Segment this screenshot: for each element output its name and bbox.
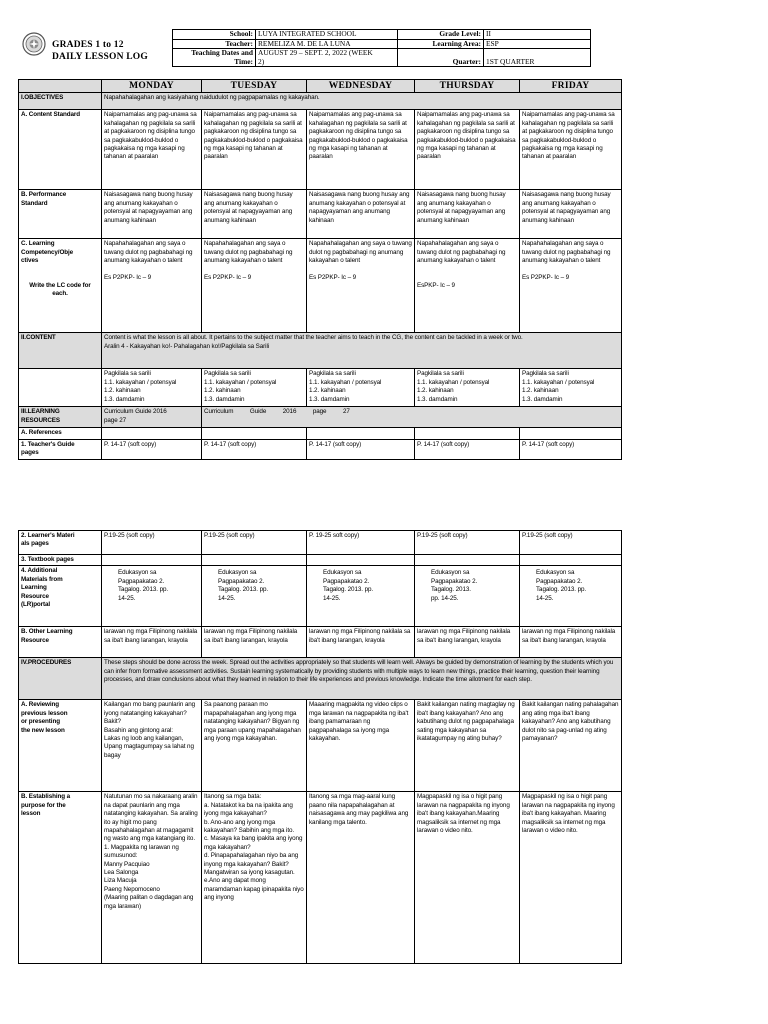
procedures-label: IV.PROCEDURES [19, 658, 102, 700]
quarter-label: Quarter: [398, 49, 484, 67]
dates-value: AUGUST 29 – SEPT. 2, 2022 (WEEK 2) [256, 49, 398, 67]
other-resources-cell: larawan ng mga Filipinong nakilala sa iba't ibang larangan, krayola [202, 627, 307, 658]
grade-label: Grade Level: [398, 30, 484, 40]
purpose-cell: Natutunan mo sa nakaraang aralin na dapat paunlarin ang mga natatanging kakayahan. Sa araling ito ay higit mo pang mapahahalagahan at magagamit ng wasto ang mga katangiang ito. 1. Magpakita ng larawan ng sumusunod: Manny Pacquiao Lea Salonga Liza Macuja Paeng Nepomoceno (Maaring palitan o dagdagan ang mga larawan) [102, 792, 202, 964]
competency-cell: Napahahalagahan ang saya o tuwang dulot ng pagbabahagi ng anumang kakayahan o talent Es P2PKP- Ic – 9 [520, 239, 622, 333]
additional-materials-cell: Edukasyon sa Pagpapakatao 2. Tagalog. 2013. pp. 14-25. [415, 566, 520, 627]
reviewing-cell: Kailangan mo bang paunlarin ang iyong natatanging kakayahan? Bakit? Basahin ang gintong aral: Lakas ng loob ang kailangan, Upang magtagumpay sa lahat ng bagay [102, 700, 202, 792]
deped-seal-logo [22, 32, 46, 56]
performance-standard-cell: Naisasagawa nang buong husay ang anumang kakayahan o potensyal at napagyayaman ang anumang kahinaan [415, 190, 520, 239]
purpose-cell: Magpapaskil ng isa o higit pang larawan na nagpapakita ng inyong iba't ibang kakayahan.Maaring magsaliksik sa internet ng mga larawan o video nito. [415, 792, 520, 964]
lesson-log-table-part2 [18, 530, 622, 964]
day-header-blank [19, 80, 102, 93]
other-resources-label: B. Other Learning Resource [19, 627, 102, 658]
competency-cell: Napahahalagahan ang saya o tuwang dulot ng pagbabahagi ng anumang kakayahan o talent Es P2PKP- Ic – 9 [102, 239, 202, 333]
references-cell [102, 428, 202, 439]
textbook-pages-cell [415, 555, 520, 566]
reviewing-cell: Bakit kailangan nating pahalagahan ang ating mga iba't ibang kakayahan? Ano ang kabutihang dulot nito sa pag-unlad ng ating pamayanan? [520, 700, 622, 792]
performance-standard-cell: Naisasagawa nang buong husay ang anumang kakayahan o potensyal at napagyayaman ang anumang kahinaan [102, 190, 202, 239]
textbook-pages-label: 3. Textbook pages [19, 555, 102, 566]
purpose-cell: Itanong sa mga mag-aaral kung paano nila napapahalagahan at naisasagawa ang may pagkiliwa ang kanilang mga talento. [307, 792, 415, 964]
additional-materials-cell: Edukasyon sa Pagpapakatao 2. Tagalog. 2013. pp. 14-25. [102, 566, 202, 627]
content-label: II.CONTENT [19, 333, 102, 369]
other-resources-cell: larawan ng mga Filipinong nakilala sa iba't ibang larangan, krayola [307, 627, 415, 658]
content-topics-cell: Pagkilala sa sarili 1.1. kakayahan / potensyal 1.2. kahinaan 1.3. damdamin [415, 369, 520, 407]
dates-label: Teaching Dates and Time: [173, 49, 256, 67]
references-cell [520, 428, 622, 439]
references-cell [307, 428, 415, 439]
school-value: LUYA INTEGRATED SCHOOL [256, 30, 398, 40]
content-standard-cell: Naipamamalas ang pag-unawa sa kahalagahan ng pagkilala sa sarili at pagkakaroon ng disiplina tungo sa pagkakabuklod-buklod o pagkakaisa ng mga kasapi ng tahanan at paaralan [202, 110, 307, 190]
title-line-1: GRADES 1 to 12 [52, 40, 124, 50]
content-topics-cell: Pagkilala sa sarili 1.1. kakayahan / potensyal 1.2. kahinaan 1.3. damdamin [102, 369, 202, 407]
day-header-friday: FRIDAY [520, 80, 622, 93]
lm-pages-label: 2. Learner's Materi als pages [19, 531, 102, 555]
lm-pages-cell: P. 19-25 soft copy) [307, 531, 415, 555]
lesson-log-table-part1 [18, 79, 622, 460]
reviewing-label: A. Reviewing previous lesson or presenting the new lesson [19, 700, 102, 792]
area-value: ESP [484, 39, 591, 49]
tg-pages-cell: P. 14-17 (soft copy) [202, 439, 307, 459]
textbook-pages-cell [520, 555, 622, 566]
lm-pages-cell: P.19-25 (soft copy) [415, 531, 520, 555]
reviewing-cell: Maaaring magpakita ng video clips o mga larawan na nagpapakita ng iba't ibang pamamaraan ng pagpapahalaga sa iyong mga kakayahan. [307, 700, 415, 792]
competency-cell: Napahahalagahan ang saya o tuwang dulot ng pagbabahagi ng anumang kakayahan o talent Es P2PKP- Ic – 9 [307, 239, 415, 333]
other-resources-cell: larawan ng mga Filipinong nakilala sa iba't ibang larangan, krayola [102, 627, 202, 658]
log-title [52, 39, 148, 63]
references-label: A. References [19, 428, 102, 439]
performance-standard-cell: Naisasagawa nang buong husay ang anumang kakayahan o potensyal at napagyayaman ang anumang kahinaan [307, 190, 415, 239]
content-topics-cell: Pagkilala sa sarili 1.1. kakayahan / potensyal 1.2. kahinaan 1.3. damdamin [202, 369, 307, 407]
purpose-label: B. Establishing a purpose for the lesson [19, 792, 102, 964]
competency-cell: Napahahalagahan ang saya o tuwang dulot ng pagbabahagi ng anumang kakayahan o talent Es P2PKP- Ic – 9 [202, 239, 307, 333]
learning-resources-label: III.LEARNING RESOURCES [19, 407, 102, 428]
title-line-2: DAILY LESSON LOG [52, 52, 148, 62]
school-label: School: [173, 30, 256, 40]
lm-pages-cell: P.19-25 (soft copy) [520, 531, 622, 555]
content-standard-cell: Naipamamalas ang pag-unawa sa kahalagahan ng pagkilala sa sarili at pagkakaroon ng disiplina tungo sa pagkakabuklod-buklod o pagkakaisa ng mga kasapi ng tahanan at paaralan [520, 110, 622, 190]
area-label: Learning Area: [398, 39, 484, 49]
competency-label: C. Learning Competency/Obje ctives [21, 240, 74, 265]
day-header-tuesday: TUESDAY [202, 80, 307, 93]
header-info-table [172, 29, 591, 67]
reviewing-cell: Sa paanong paraan mo mapapahalagahan ang iyong mga natatanging kakayahan? Bigyan ng mga paraan upang mapahalagahan ang iyong mga kakayahan. [202, 700, 307, 792]
content-standard-cell: Naipamamalas ang pag-unawa sa kahalagahan ng pagkilala sa sarili at pagkakaroon ng disiplina tungo sa pagkakabuklod-buklod o pagkakaisa ng mga kasapi ng tahanan at paaralan [102, 110, 202, 190]
tg-pages-label: 1. Teacher's Guide pages [19, 439, 102, 459]
additional-materials-label: 4. Additional Materials from Learning Resource (LR)portal [19, 566, 102, 627]
performance-standard-cell: Naisasagawa nang buong husay ang anumang kakayahan o potensyal at napagyayaman ang anumang kahinaan [202, 190, 307, 239]
content-standard-label: A. Content Standard [19, 110, 102, 190]
tg-pages-cell: P. 14-17 (soft copy) [102, 439, 202, 459]
day-header-thursday: THURSDAY [415, 80, 520, 93]
additional-materials-cell: Edukasyon sa Pagpapakatao 2. Tagalog. 2013. pp. 14-25. [202, 566, 307, 627]
objectives-text: Napahahalagahan ang kasiyahang naidudulot ng pagpapamalas ng kakayahan. [102, 93, 622, 110]
objectives-label: I.OBJECTIVES [19, 93, 102, 110]
references-cell [202, 428, 307, 439]
learning-resources-rest: Curriculum Guide 2016 page 27 [202, 407, 622, 428]
purpose-cell: Magpapaskil ng isa o higit pang larawan na nagpapakita ng inyong iba't ibang kakayahan. Maaring magsaliksik sa internet ng mga larawan o video nito. [520, 792, 622, 964]
performance-standard-label: B. Performance Standard [19, 190, 102, 239]
purpose-cell: Itanong sa mga bata: a. Natatakot ka ba na ipakita ang iyong mga kakayahan? b. Ano-ano ang iyong mga kakayahan? Sabihin ang mga ito. c. Masaya ka bang ipakita ang iyong mga kakayahan? d. Pinapapahalagahan niyo ba ang inyong mga kakayahan? Bakit? Mangatwiran sa iyong kasagutan. e.Ano ang dapat mong maramdaman kapag ipinapakita niyo ang inyong [202, 792, 307, 964]
additional-materials-cell: Edukasyon sa Pagpapakatao 2. Tagalog. 2013. pp. 14-25. [307, 566, 415, 627]
tg-pages-cell: P. 14-17 (soft copy) [415, 439, 520, 459]
content-topics-cell: Pagkilala sa sarili 1.1. kakayahan / potensyal 1.2. kahinaan 1.3. damdamin [307, 369, 415, 407]
performance-standard-cell: Naisasagawa nang buong husay ang anumang kakayahan o potensyal at napagyayaman ang anumang kahinaan [520, 190, 622, 239]
content-standard-cell: Naipamamalas ang pag-unawa sa kahalagahan ng pagkilala sa sarili at pagkakaroon ng disiplina tungo sa pagkakabuklod-buklod o pagkakaisa ng mga kasapi ng tahanan at paaralan [307, 110, 415, 190]
day-header-wednesday: WEDNESDAY [307, 80, 415, 93]
lc-code-note: Write the LC code for each. [29, 281, 91, 298]
textbook-pages-cell [102, 555, 202, 566]
quarter-value: 1ST QUARTER [484, 49, 591, 67]
teacher-value: REMELIZA M. DE LA LUNA [256, 39, 398, 49]
content-topics-cell: Pagkilala sa sarili 1.1. kakayahan / potensyal 1.2. kahinaan 1.3. damdamin [520, 369, 622, 407]
other-resources-cell: larawan ng mga Filipinong nakilala sa iba't ibang larangan, krayola [520, 627, 622, 658]
lm-pages-cell: P.19-25 (soft copy) [102, 531, 202, 555]
procedures-text: These steps should be done across the week. Spread out the activities appropriately so that students will learn well. Always be guided by demonstration of learning by the students which you can infer from formative assessment activities. Sustain learning systematically by providing students with multiple ways to learn new things, practice their learning, question their learning processes, and draw conclusions about what they learned in relation to their life experiences and previous knowledge. Indicate the time allotment for each step. [102, 658, 622, 700]
content-standard-cell: Naipamamalas ang pag-unawa sa kahalagahan ng pagkilala sa sarili at pagkakaroon ng disiplina tungo sa pagkakabuklod-buklod o pagkakaisa ng mga kasapi ng tahanan at paaralan [415, 110, 520, 190]
references-cell [415, 428, 520, 439]
textbook-pages-cell [202, 555, 307, 566]
tg-pages-cell: P. 14-17 (soft copy) [520, 439, 622, 459]
other-resources-cell: larawan ng mga Filipinong nakilala sa iba't ibang larangan, krayola [415, 627, 520, 658]
learning-resources-monday: Curriculum Guide 2016 page 27 [102, 407, 202, 428]
textbook-pages-cell [307, 555, 415, 566]
competency-cell: Napahahalagahan ang saya o tuwang dulot ng pagbabahagi ng anumang kakayahan o talent EsPKP- Ic – 9 [415, 239, 520, 333]
lm-pages-cell: P.19-25 (soft copy) [202, 531, 307, 555]
additional-materials-cell: Edukasyon sa Pagpapakatao 2. Tagalog. 2013. pp. 14-25. [520, 566, 622, 627]
content-topics-blank [19, 369, 102, 407]
day-header-monday: MONDAY [102, 80, 202, 93]
teacher-label: Teacher: [173, 39, 256, 49]
content-text: Content is what the lesson is all about. It pertains to the subject matter that the teacher aims to teach in the CG, the content can be tackled in a week or two. Aralin 4 - Kakayahan ko!- Pahalagahan ko!/Pagkilala sa Sarili [102, 333, 622, 369]
reviewing-cell: Bakit kailangan nating magtaglay ng iba't ibang kakayahan? Ano ang kabutihang dulot ng pagpapahalaga sating mga kakayahan sa ikatatagumpay ng ating buhay? [415, 700, 520, 792]
grade-value: II [484, 30, 591, 40]
tg-pages-cell: P. 14-17 (soft copy) [307, 439, 415, 459]
